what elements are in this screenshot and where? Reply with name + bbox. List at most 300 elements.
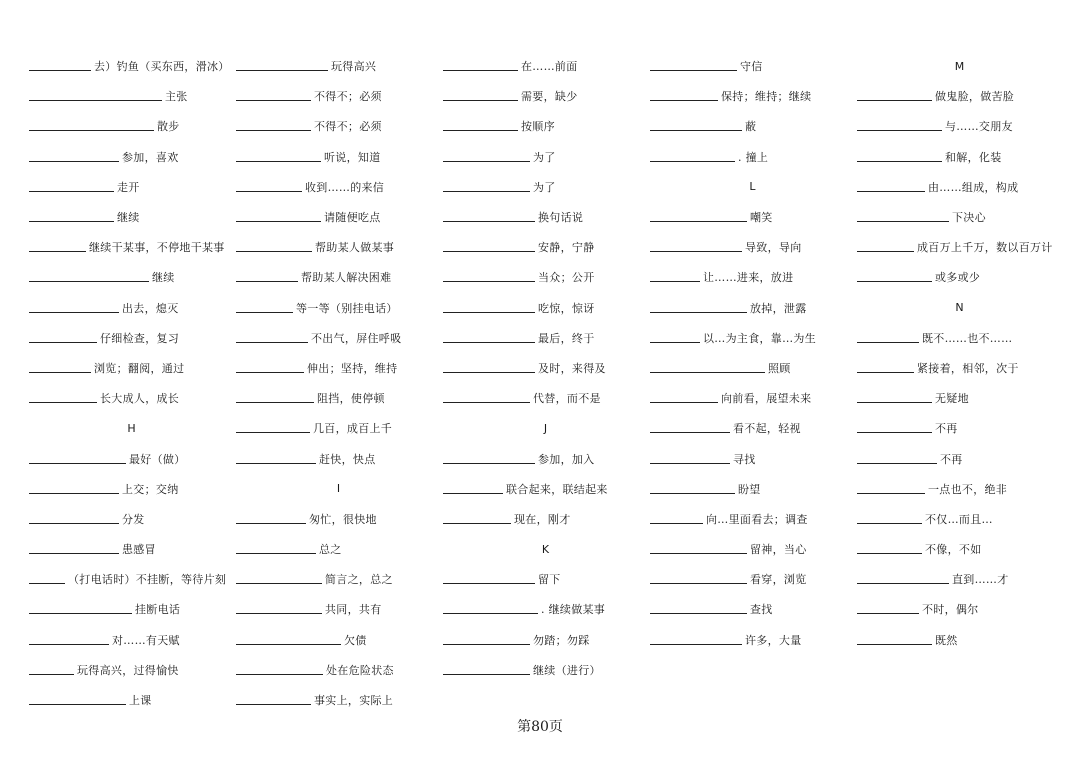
answer-blank[interactable] <box>650 523 703 524</box>
entry-meaning: 代替，而不是 <box>533 392 601 406</box>
vocab-entry <box>443 625 648 655</box>
entry-meaning: 不仅…而且… <box>925 512 993 526</box>
answer-blank[interactable] <box>443 251 535 252</box>
vocab-entry <box>857 534 1062 564</box>
answer-blank[interactable] <box>236 342 308 343</box>
answer-blank[interactable] <box>857 251 914 252</box>
answer-blank[interactable] <box>443 342 535 343</box>
answer-blank[interactable] <box>650 221 747 222</box>
vocab-entry <box>236 383 441 413</box>
answer-blank[interactable] <box>650 553 747 554</box>
answer-blank[interactable] <box>650 402 718 403</box>
entry-meaning: 匆忙，很快地 <box>309 512 377 526</box>
vocab-entry <box>236 564 441 594</box>
entry-meaning: 需要，缺少 <box>521 90 578 104</box>
vocab-entry <box>443 111 648 141</box>
entry-meaning: 分发 <box>122 512 145 526</box>
answer-blank[interactable] <box>236 372 304 373</box>
answer-blank[interactable] <box>29 402 97 403</box>
entry-meaning: 放掉，泄露 <box>750 301 807 315</box>
answer-blank[interactable] <box>857 221 949 222</box>
vocab-entry <box>236 172 441 202</box>
vocab-entry <box>443 443 648 473</box>
answer-blank[interactable] <box>650 372 765 373</box>
vocab-entry <box>236 353 441 383</box>
vocab-entry <box>650 625 855 655</box>
answer-blank[interactable] <box>443 130 518 131</box>
entry-meaning: 参加，喜欢 <box>122 150 179 164</box>
answer-blank[interactable] <box>29 221 114 222</box>
answer-blank[interactable] <box>29 674 74 675</box>
vocab-entry <box>857 383 1062 413</box>
vocab-entry <box>857 232 1062 262</box>
vocab-entry <box>236 111 441 141</box>
vocab-entry <box>29 232 234 262</box>
vocab-entry <box>650 443 855 473</box>
entry-meaning: 主张 <box>165 90 188 104</box>
entry-meaning: 帮助某人解决困难 <box>301 271 392 285</box>
answer-blank[interactable] <box>443 674 530 675</box>
vocab-entry <box>29 202 234 232</box>
answer-blank[interactable] <box>236 161 321 162</box>
vocab-entry <box>650 413 855 443</box>
entry-meaning: 不像，不如 <box>925 543 982 557</box>
entry-meaning: 保持；维持；继续 <box>721 90 812 104</box>
answer-blank[interactable] <box>443 372 535 373</box>
vocab-entry <box>443 232 648 262</box>
answer-blank[interactable] <box>443 281 535 282</box>
vocab-entry <box>29 383 234 413</box>
answer-blank[interactable] <box>29 613 132 614</box>
answer-blank[interactable] <box>29 553 119 554</box>
answer-blank[interactable] <box>650 493 735 494</box>
entry-meaning: 下决心 <box>952 211 986 225</box>
entry-meaning: 由……组成，构成 <box>928 180 1019 194</box>
entry-meaning: 按顺序 <box>521 120 555 134</box>
entry-meaning: 仔细检查，复习 <box>100 331 180 345</box>
vocab-entry <box>650 81 855 111</box>
entry-meaning: 对……有天赋 <box>112 633 180 647</box>
answer-blank[interactable] <box>29 251 86 252</box>
entry-meaning: 帮助某人做某事 <box>315 241 395 255</box>
answer-blank[interactable] <box>857 463 937 464</box>
vocab-entry <box>650 594 855 624</box>
vocab-entry <box>857 202 1062 232</box>
answer-blank[interactable] <box>29 583 65 584</box>
entry-meaning: 无疑地 <box>935 392 969 406</box>
entry-meaning: 上交；交纳 <box>122 482 179 496</box>
answer-blank[interactable] <box>650 130 742 131</box>
answer-blank[interactable] <box>443 613 538 614</box>
entry-meaning: 不再 <box>935 422 958 436</box>
entry-meaning: 现在，刚才 <box>514 512 571 526</box>
vocab-entry <box>443 564 648 594</box>
vocab-entry <box>29 111 234 141</box>
answer-blank[interactable] <box>236 613 322 614</box>
vocab-entry <box>236 262 441 292</box>
answer-blank[interactable] <box>857 191 925 192</box>
vocab-entry <box>443 504 648 534</box>
vocab-entry <box>443 51 648 81</box>
answer-blank[interactable] <box>236 704 311 705</box>
entry-meaning: 收到……的来信 <box>305 180 385 194</box>
vocab-entry <box>857 443 1062 473</box>
vocab-entry <box>29 474 234 504</box>
vocab-entry <box>857 474 1062 504</box>
entry-meaning: 玩得高兴 <box>331 60 377 74</box>
entry-meaning: 吃惊，惊讶 <box>538 301 595 315</box>
entry-meaning: 不再 <box>940 452 963 466</box>
answer-blank[interactable] <box>29 644 109 645</box>
entry-meaning: 不出气，屏住呼吸 <box>311 331 402 345</box>
vocab-entry <box>236 202 441 232</box>
answer-blank[interactable] <box>236 523 306 524</box>
vocab-entry <box>236 443 441 473</box>
vocab-entry <box>857 564 1062 594</box>
vocab-entry <box>236 232 441 262</box>
vocab-entry <box>857 625 1062 655</box>
vocab-entry <box>650 142 855 172</box>
entry-meaning: 或多或少 <box>935 271 981 285</box>
entry-meaning: （打电话时）不挂断，等待片刻 <box>68 573 227 587</box>
answer-blank[interactable] <box>443 100 518 101</box>
entry-meaning: . 撞上 <box>738 150 769 164</box>
entry-meaning: 让……进来，放进 <box>703 271 794 285</box>
answer-blank[interactable] <box>857 402 932 403</box>
vocab-entry <box>236 142 441 172</box>
answer-blank[interactable] <box>236 553 316 554</box>
answer-blank[interactable] <box>29 281 149 282</box>
answer-blank[interactable] <box>236 191 302 192</box>
entry-meaning: 挂断电话 <box>135 603 181 617</box>
answer-blank[interactable] <box>29 463 126 464</box>
entry-meaning: 寻找 <box>733 452 756 466</box>
entry-meaning: 出去，熄灭 <box>122 301 179 315</box>
answer-blank[interactable] <box>650 251 742 252</box>
entry-meaning: 许多，大量 <box>745 633 802 647</box>
vocab-entry <box>857 142 1062 172</box>
entry-meaning: 散步 <box>157 120 180 134</box>
entry-meaning: 等一等（别挂电话） <box>296 301 398 315</box>
vocab-entry <box>29 504 234 534</box>
vocab-column-1 <box>29 51 234 715</box>
entry-meaning: 留下 <box>538 573 561 587</box>
vocab-entry <box>29 443 234 473</box>
vocab-entry <box>29 172 234 202</box>
vocab-entry <box>443 353 648 383</box>
entry-meaning: 欠债 <box>344 633 367 647</box>
answer-blank[interactable] <box>857 493 925 494</box>
vocab-entry <box>650 232 855 262</box>
entry-meaning: 向前看，展望未来 <box>721 392 812 406</box>
answer-blank[interactable] <box>443 402 530 403</box>
vocab-entry <box>29 262 234 292</box>
section-heading: I <box>336 482 341 496</box>
entry-meaning: 浏览；翻阅，通过 <box>94 361 185 375</box>
answer-blank[interactable] <box>236 583 322 584</box>
vocab-entry <box>650 353 855 383</box>
entry-meaning: 成百万上千万，数以百万计 <box>917 241 1053 255</box>
entry-meaning: 既不……也不…… <box>922 331 1013 345</box>
vocab-entry <box>857 262 1062 292</box>
vocab-entry <box>29 293 234 323</box>
answer-blank[interactable] <box>650 70 737 71</box>
vocab-entry <box>650 474 855 504</box>
answer-blank[interactable] <box>443 191 530 192</box>
entry-meaning: 查找 <box>750 603 773 617</box>
entry-meaning: 阻挡，使停顿 <box>317 392 385 406</box>
entry-meaning: 导致，导向 <box>745 241 802 255</box>
vocab-entry <box>236 685 441 715</box>
entry-meaning: 守信 <box>740 60 763 74</box>
answer-blank[interactable] <box>857 372 914 373</box>
vocab-entry <box>29 685 234 715</box>
entry-meaning: 盼望 <box>738 482 761 496</box>
vocab-entry <box>29 594 234 624</box>
entry-meaning: 去）钓鱼（买东西，滑冰） <box>94 60 230 74</box>
answer-blank[interactable] <box>650 463 730 464</box>
answer-blank[interactable] <box>443 161 530 162</box>
answer-blank[interactable] <box>857 523 922 524</box>
answer-blank[interactable] <box>857 342 919 343</box>
entry-meaning: 伸出；坚持，维持 <box>307 361 398 375</box>
answer-blank[interactable] <box>650 100 718 101</box>
answer-blank[interactable] <box>650 613 747 614</box>
vocab-entry <box>443 202 648 232</box>
entry-meaning: 共同，共有 <box>325 603 382 617</box>
vocab-entry <box>236 51 441 81</box>
vocab-entry <box>443 81 648 111</box>
answer-blank[interactable] <box>443 583 535 584</box>
vocab-entry <box>29 51 234 81</box>
entry-meaning: 向…里面看去；调查 <box>706 512 808 526</box>
entry-meaning: 联合起来，联结起来 <box>506 482 608 496</box>
entry-meaning: 不得不；必须 <box>314 120 382 134</box>
answer-blank[interactable] <box>443 221 535 222</box>
entry-meaning: 处在危险状态 <box>326 663 394 677</box>
vocab-entry <box>29 625 234 655</box>
answer-blank[interactable] <box>443 463 535 464</box>
entry-meaning: 既然 <box>935 633 958 647</box>
entry-meaning: 继续 <box>152 271 175 285</box>
vocab-entry <box>650 293 855 323</box>
vocab-entry <box>236 504 441 534</box>
answer-blank[interactable] <box>857 130 942 131</box>
vocab-entry <box>29 142 234 172</box>
vocab-entry <box>650 51 855 81</box>
vocab-entry <box>443 172 648 202</box>
section-heading: M <box>954 59 965 73</box>
vocab-entry <box>857 172 1062 202</box>
vocab-entry <box>236 594 441 624</box>
entry-meaning: 及时，来得及 <box>538 361 606 375</box>
entry-meaning: 安静，宁静 <box>538 241 595 255</box>
entry-meaning: 看不起，轻视 <box>733 422 801 436</box>
entry-meaning: 直到……才 <box>952 573 1009 587</box>
answer-blank[interactable] <box>236 402 314 403</box>
vocab-entry <box>857 323 1062 353</box>
vocab-entry <box>443 293 648 323</box>
vocab-entry <box>650 111 855 141</box>
entry-meaning: 上课 <box>129 694 152 708</box>
answer-blank[interactable] <box>29 161 119 162</box>
entry-meaning: 最后，终于 <box>538 331 595 345</box>
entry-meaning: 继续 <box>117 211 140 225</box>
entry-meaning: 事实上，实际上 <box>314 694 394 708</box>
vocab-entry <box>650 564 855 594</box>
answer-blank[interactable] <box>236 100 311 101</box>
vocab-entry <box>236 655 441 685</box>
answer-blank[interactable] <box>650 583 747 584</box>
entry-meaning: 在……前面 <box>521 60 578 74</box>
answer-blank[interactable] <box>443 644 530 645</box>
vocab-entry <box>650 383 855 413</box>
section-heading: L <box>749 180 756 194</box>
answer-blank[interactable] <box>650 312 747 313</box>
answer-blank[interactable] <box>29 493 119 494</box>
section-heading: K <box>541 542 550 556</box>
entry-meaning: 一点也不，绝非 <box>928 482 1008 496</box>
answer-blank[interactable] <box>29 70 91 71</box>
vocab-entry <box>857 594 1062 624</box>
vocab-entry <box>443 383 648 413</box>
vocab-entry <box>650 262 855 292</box>
answer-blank[interactable] <box>236 221 321 222</box>
answer-blank[interactable] <box>29 523 119 524</box>
entry-meaning: 最好（做） <box>129 452 186 466</box>
answer-blank[interactable] <box>29 342 97 343</box>
answer-blank[interactable] <box>236 674 323 675</box>
answer-blank[interactable] <box>236 251 312 252</box>
vocab-entry <box>857 504 1062 534</box>
vocab-entry <box>29 564 234 594</box>
answer-blank[interactable] <box>236 463 316 464</box>
section-heading: H <box>127 421 136 435</box>
vocab-entry <box>236 625 441 655</box>
answer-blank[interactable] <box>236 312 293 313</box>
entry-meaning: 继续干某事，不停地干某事 <box>89 241 225 255</box>
answer-blank[interactable] <box>236 130 311 131</box>
answer-blank[interactable] <box>857 161 942 162</box>
entry-meaning: 简言之，总之 <box>325 573 393 587</box>
answer-blank[interactable] <box>29 191 114 192</box>
vocab-entry <box>236 413 441 443</box>
vocab-entry <box>650 202 855 232</box>
entry-meaning: 参加，加入 <box>538 452 595 466</box>
entry-meaning: 玩得高兴，过得愉快 <box>77 663 179 677</box>
answer-blank[interactable] <box>650 644 742 645</box>
vocab-entry <box>443 323 648 353</box>
vocab-entry <box>443 262 648 292</box>
answer-blank[interactable] <box>443 312 535 313</box>
entry-meaning: 不得不；必须 <box>314 90 382 104</box>
entry-meaning: 患感冒 <box>122 543 156 557</box>
answer-blank[interactable] <box>857 553 922 554</box>
vocab-entry <box>443 142 648 172</box>
vocab-column-2 <box>236 51 441 715</box>
entry-meaning: 长大成人，成长 <box>100 392 180 406</box>
entry-meaning: 换句话说 <box>538 211 584 225</box>
vocab-entry <box>443 594 648 624</box>
vocab-entry <box>650 323 855 353</box>
section-heading: N <box>955 301 964 315</box>
answer-blank[interactable] <box>650 342 700 343</box>
entry-meaning: 请随便吃点 <box>324 211 381 225</box>
answer-blank[interactable] <box>29 312 119 313</box>
entry-meaning: 以…为主食，靠…为生 <box>703 331 816 345</box>
vocab-entry <box>650 504 855 534</box>
answer-blank[interactable] <box>236 281 298 282</box>
entry-meaning: 当众；公开 <box>538 271 595 285</box>
vocab-entry <box>236 81 441 111</box>
answer-blank[interactable] <box>857 432 932 433</box>
answer-blank[interactable] <box>650 432 730 433</box>
answer-blank[interactable] <box>443 70 518 71</box>
answer-blank[interactable] <box>29 100 162 101</box>
vocab-entry <box>650 534 855 564</box>
vocab-entry <box>29 655 234 685</box>
entry-meaning: 为了 <box>533 150 556 164</box>
answer-blank[interactable] <box>650 161 735 162</box>
entry-meaning: 不时，偶尔 <box>922 603 979 617</box>
vocab-entry <box>857 413 1062 443</box>
entry-meaning: 为了 <box>533 180 556 194</box>
vocab-entry <box>443 655 648 685</box>
vocab-column-5 <box>857 51 1062 655</box>
answer-blank[interactable] <box>443 523 511 524</box>
vocab-entry <box>236 293 441 323</box>
vocab-entry <box>29 323 234 353</box>
entry-meaning: 蔽 <box>745 120 757 134</box>
vocab-entry <box>29 81 234 111</box>
entry-meaning: 走开 <box>117 180 140 194</box>
entry-meaning: 嘲笑 <box>750 211 773 225</box>
entry-meaning: 看穿，浏览 <box>750 573 807 587</box>
vocab-entry <box>857 81 1062 111</box>
answer-blank[interactable] <box>29 704 126 705</box>
page-number: 第80页 <box>517 719 563 735</box>
answer-blank[interactable] <box>236 70 328 71</box>
entry-meaning: 紧接着，相邻，次于 <box>917 361 1019 375</box>
vocab-entry <box>236 534 441 564</box>
entry-meaning: 照顾 <box>768 361 791 375</box>
answer-blank[interactable] <box>857 100 932 101</box>
answer-blank[interactable] <box>857 583 949 584</box>
entry-meaning: 与……交朋友 <box>945 120 1013 134</box>
answer-blank[interactable] <box>236 644 341 645</box>
answer-blank[interactable] <box>857 281 932 282</box>
answer-blank[interactable] <box>29 372 91 373</box>
vocab-column-4 <box>650 51 855 655</box>
entry-meaning: . 继续做某事 <box>541 603 606 617</box>
vocab-entry <box>443 474 648 504</box>
answer-blank[interactable] <box>29 130 154 131</box>
answer-blank[interactable] <box>650 281 700 282</box>
vocab-entry <box>236 323 441 353</box>
answer-blank[interactable] <box>857 613 919 614</box>
entry-meaning: 做鬼脸，做苦脸 <box>935 90 1015 104</box>
entry-meaning: 听说，知道 <box>324 150 381 164</box>
vocab-entry <box>29 353 234 383</box>
entry-meaning: 勿踏；勿踩 <box>533 633 590 647</box>
vocab-entry <box>29 534 234 564</box>
entry-meaning: 总之 <box>319 543 342 557</box>
entry-meaning: 和解，化装 <box>945 150 1002 164</box>
answer-blank[interactable] <box>443 493 503 494</box>
answer-blank[interactable] <box>857 644 932 645</box>
entry-meaning: 赶快，快点 <box>319 452 376 466</box>
answer-blank[interactable] <box>236 432 310 433</box>
